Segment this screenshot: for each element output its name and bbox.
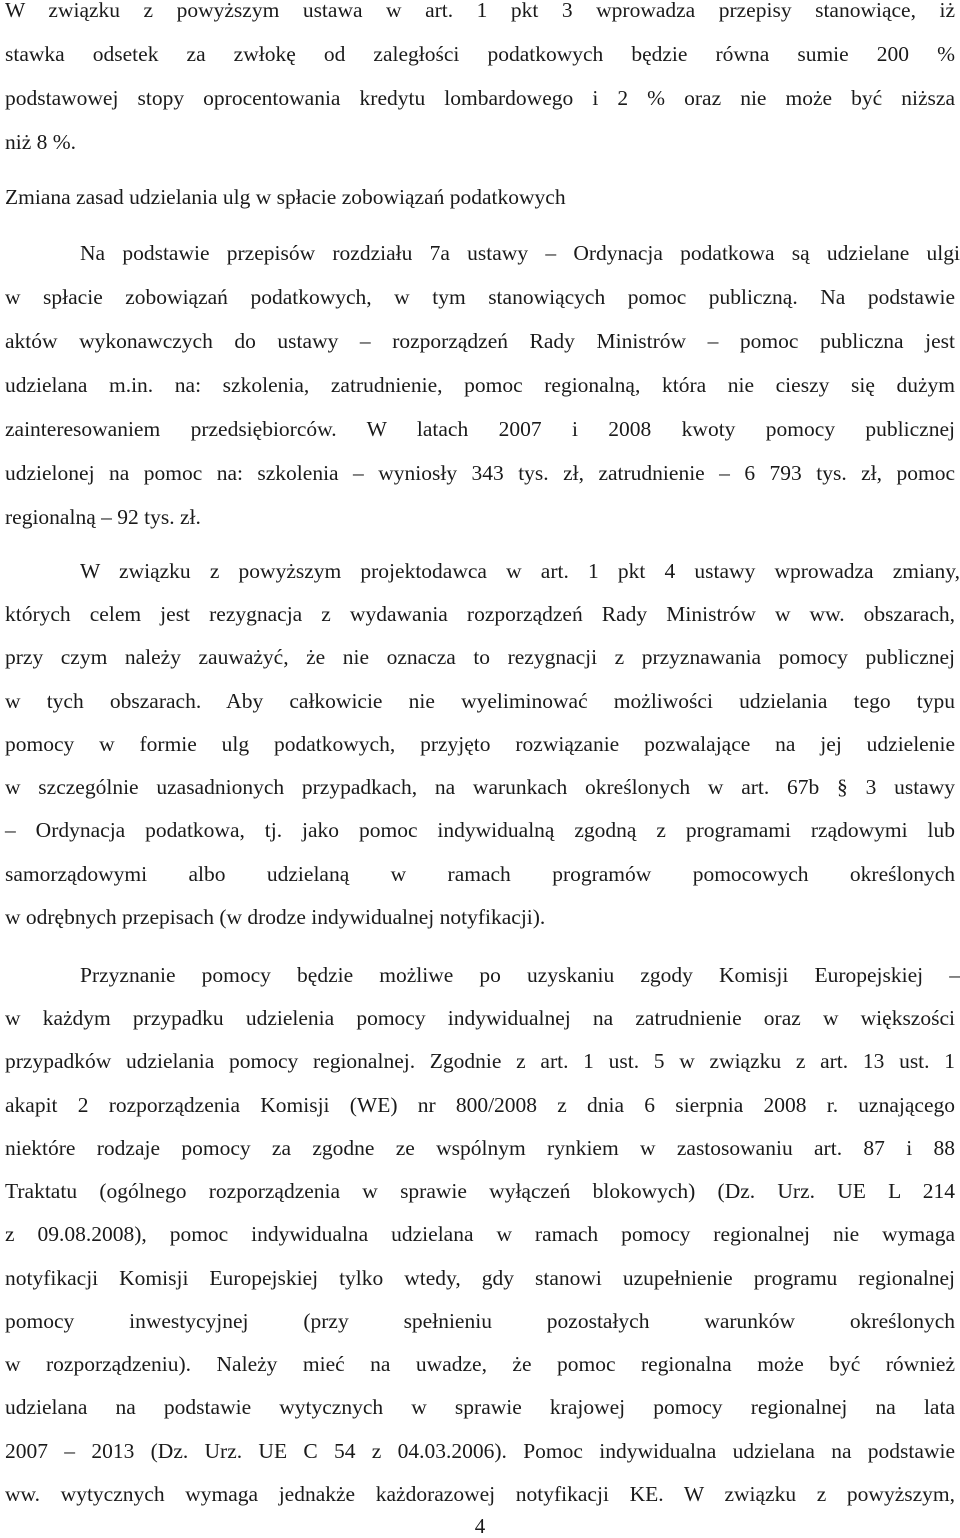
text-line: regionalną – 92 tys. zł.	[5, 505, 201, 529]
text-line: pomocy w formie ulg podatkowych, przyjęto rozwiązanie pozwalające na jej udzielenie	[5, 732, 955, 756]
text-line: pomocy inwestycyjnej (przy spełnieniu pozostałych warunków określonych	[5, 1309, 955, 1333]
text-line: W związku z powyższym projektodawca w art. 1 pkt 4 ustawy wprowadza zmiany,	[80, 559, 960, 583]
text-line: – Ordynacja podatkowa, tj. jako pomoc indywidualną zgodną z programami rządowymi lub	[5, 818, 955, 842]
text-line: notyfikacji Komisji Europejskiej tylko wtedy, gdy stanowi uzupełnienie programu regionalnej	[5, 1266, 955, 1290]
text-line: których celem jest rezygnacja z wydawania rozporządzeń Rady Ministrów w ww. obszarach,	[5, 602, 955, 626]
text-line: z 09.08.2008), pomoc indywidualna udzielana w ramach pomocy regionalnej nie wymaga	[5, 1222, 955, 1246]
text-line: Na podstawie przepisów rozdziału 7a ustawy – Ordynacja podatkowa są udzielane ulgi	[80, 241, 960, 265]
text-line: udzielonej na pomoc na: szkolenia – wyniosły 343 tys. zł, zatrudnienie – 6 793 tys. zł, pomoc	[5, 461, 955, 485]
page-number: 4	[474, 1514, 486, 1538]
text-line: akapit 2 rozporządzenia Komisji (WE) nr 800/2008 z dnia 6 sierpnia 2008 r. uznającego	[5, 1093, 955, 1117]
text-line: udzielana na podstawie wytycznych w sprawie krajowej pomocy regionalnej na lata	[5, 1395, 955, 1419]
text-line: Przyznanie pomocy będzie możliwe po uzyskaniu zgody Komisji Europejskiej –	[80, 963, 960, 987]
text-line: W związku z powyższym ustawa w art. 1 pkt 3 wprowadza przepisy stanowiące, iż	[5, 0, 955, 22]
text-line: ww. wytycznych wymaga jednakże każdorazowej notyfikacji KE. W związku z powyższym,	[5, 1482, 955, 1506]
text-line: w rozporządzeniu). Należy mieć na uwadze, że pomoc regionalna może być również	[5, 1352, 955, 1376]
text-line: przy czym należy zauważyć, że nie oznacza to rezygnacji z przyznawania pomocy publicznej	[5, 645, 955, 669]
text-line: samorządowymi albo udzielaną w ramach programów pomocowych określonych	[5, 862, 955, 886]
text-line: Traktatu (ogólnego rozporządzenia w sprawie wyłączeń blokowych) (Dz. Urz. UE L 214	[5, 1179, 955, 1203]
text-line: w spłacie zobowiązań podatkowych, w tym stanowiących pomoc publiczną. Na podstawie	[5, 285, 955, 309]
text-line: w tych obszarach. Aby całkowicie nie wyeliminować możliwości udzielania tego typu	[5, 689, 955, 713]
text-line: udzielana m.in. na: szkolenia, zatrudnienie, pomoc regionalną, która nie cieszy się dużym	[5, 373, 955, 397]
text-line: aktów wykonawczych do ustawy – rozporządzeń Rady Ministrów – pomoc publiczna jest	[5, 329, 955, 353]
text-line: 2007 – 2013 (Dz. Urz. UE C 54 z 04.03.2006). Pomoc indywidualna udzielana na podstawie	[5, 1439, 955, 1463]
text-line: niektóre rodzaje pomocy za zgodne ze wspólnym rynkiem w zastosowaniu art. 87 i 88	[5, 1136, 955, 1160]
text-line: zainteresowaniem przedsiębiorców. W latach 2007 i 2008 kwoty pomocy publicznej	[5, 417, 955, 441]
text-line: w każdym przypadku udzielenia pomocy indywidualnej na zatrudnienie oraz w większości	[5, 1006, 955, 1030]
text-line: w szczególnie uzasadnionych przypadkach, na warunkach określonych w art. 67b § 3 ustawy	[5, 775, 955, 799]
text-line: stawka odsetek za zwłokę od zaległości podatkowych będzie równa sumie 200 %	[5, 42, 955, 66]
text-line: niż 8 %.	[5, 130, 77, 154]
text-line: przypadków udzielania pomocy regionalnej. Zgodnie z art. 1 ust. 5 w związku z art. 13 ust. 1	[5, 1049, 955, 1073]
text-line: podstawowej stopy oprocentowania kredytu lombardowego i 2 % oraz nie może być niższa	[5, 86, 955, 110]
text-line: w odrębnych przepisach (w drodze indywidualnej notyfikacji).	[5, 905, 546, 929]
heading-text: Zmiana zasad udzielania ulg w spłacie zobowiązań podatkowych	[5, 185, 566, 209]
